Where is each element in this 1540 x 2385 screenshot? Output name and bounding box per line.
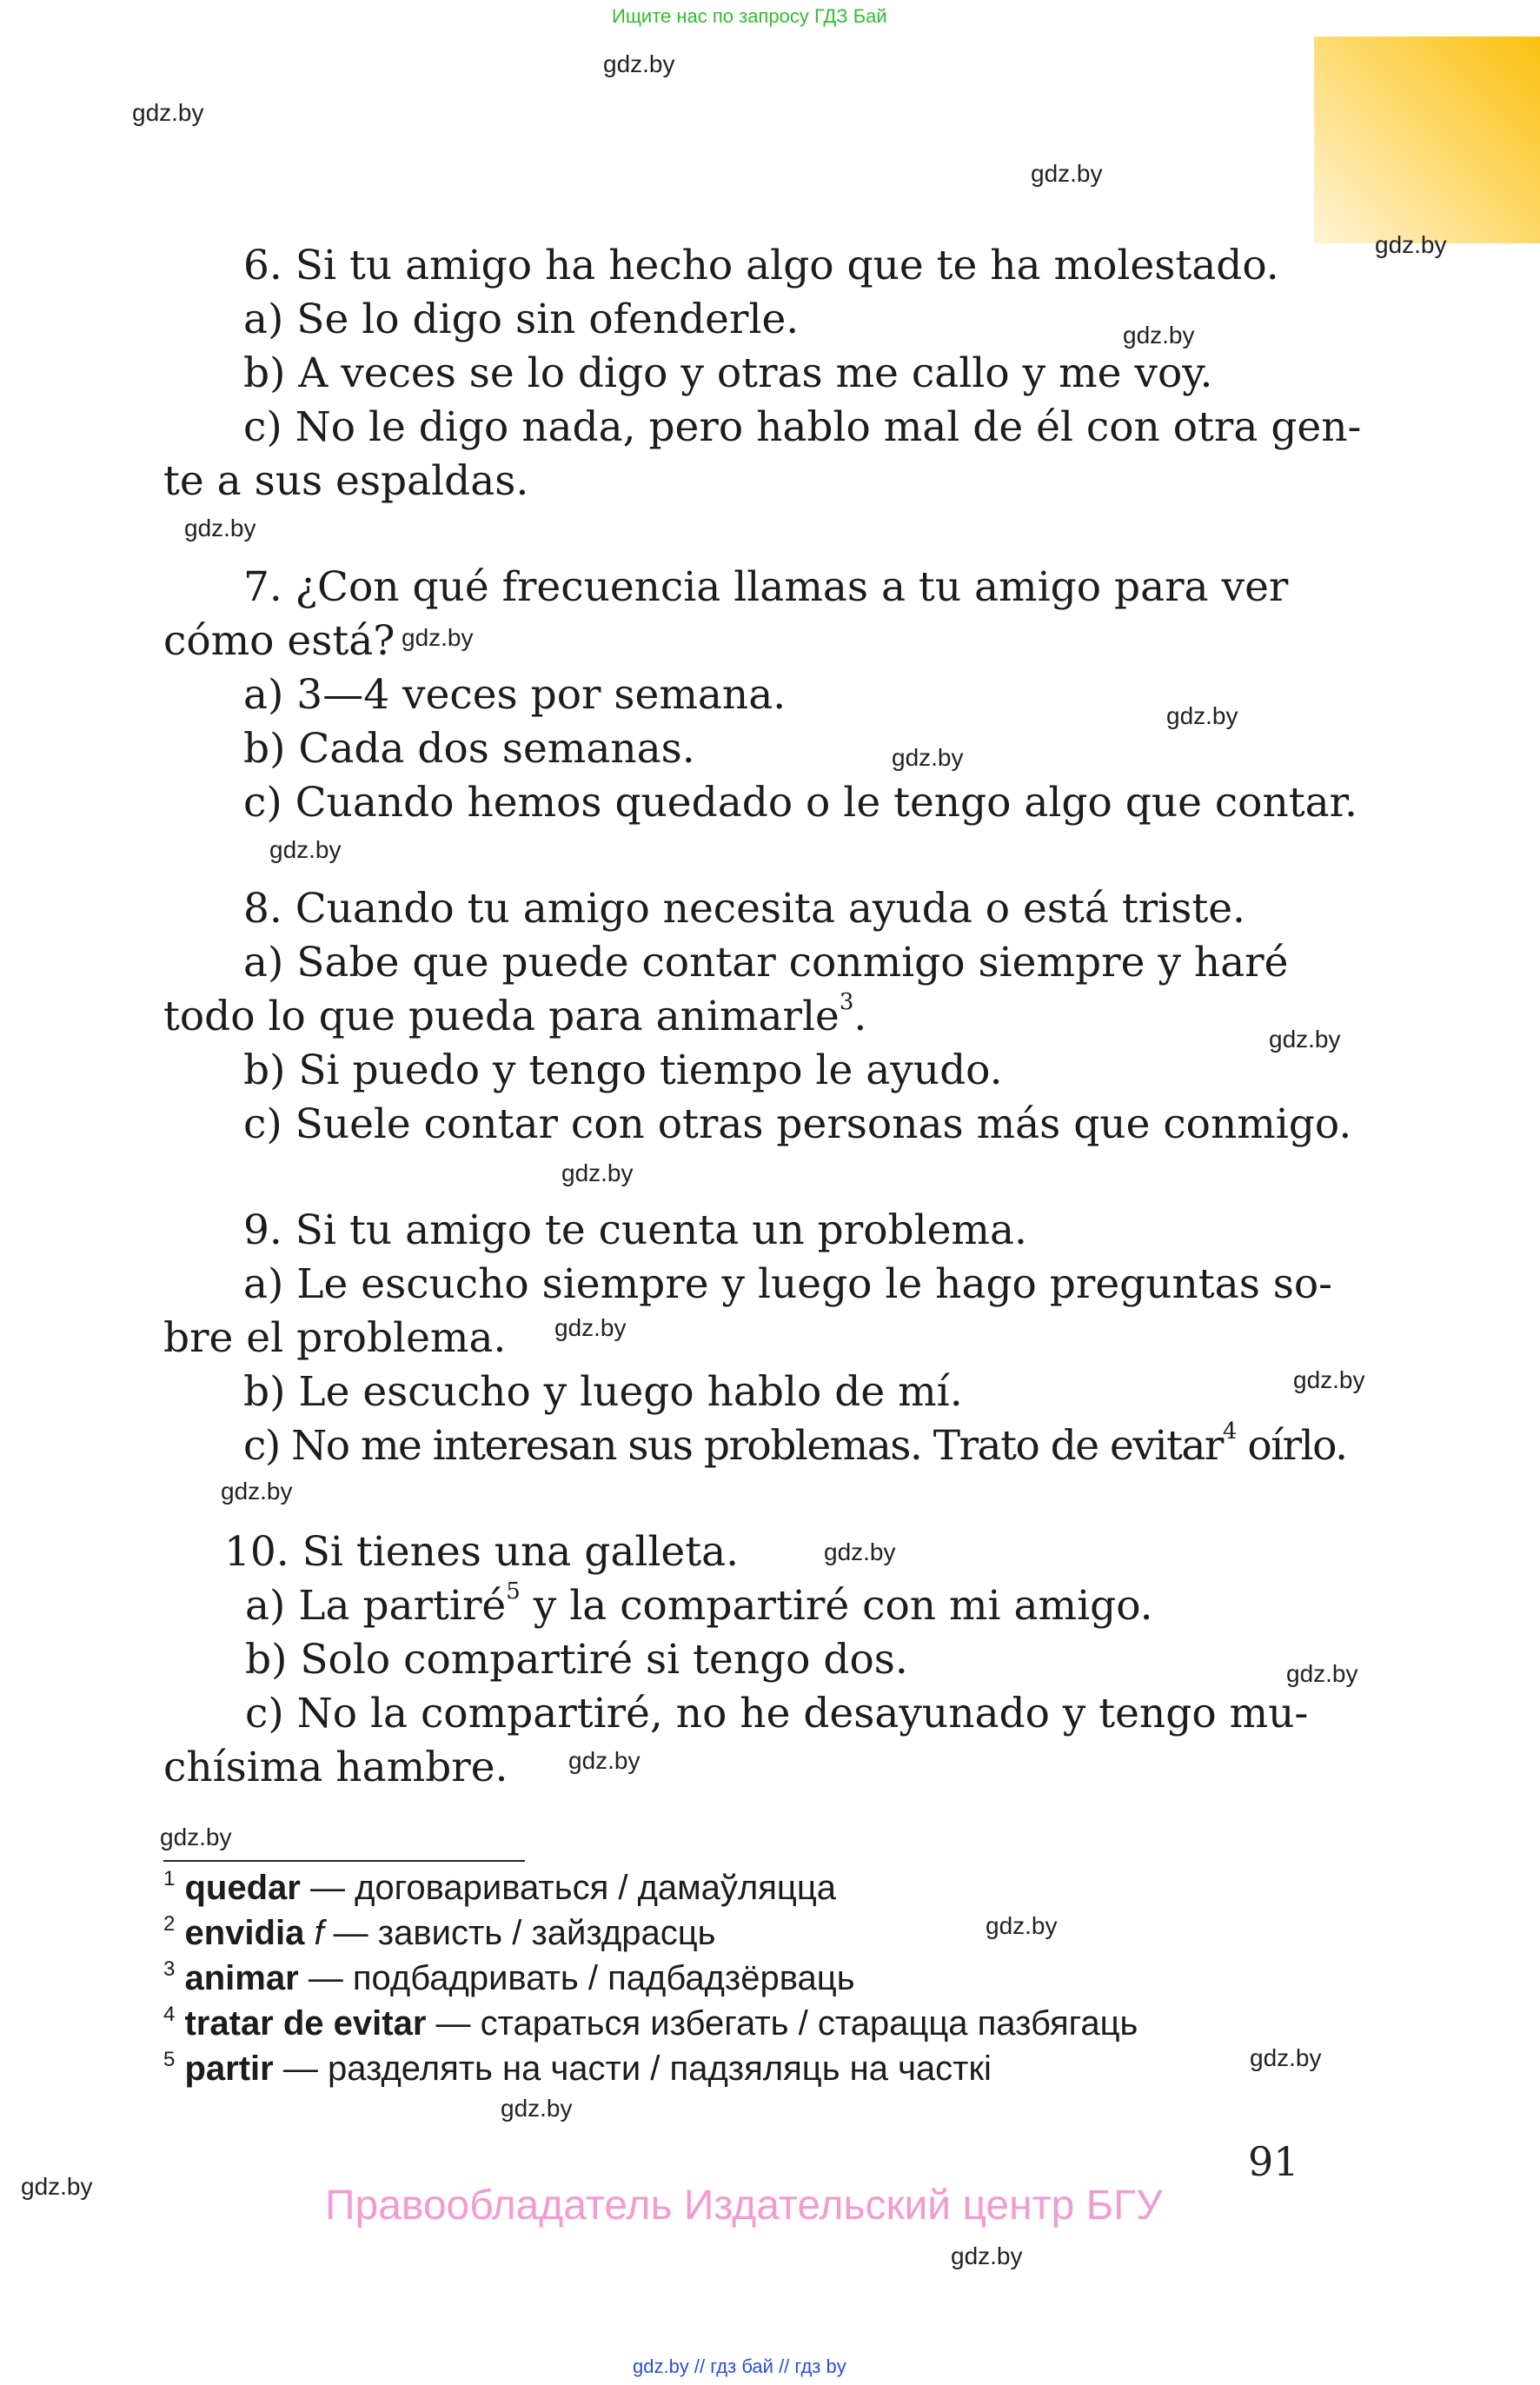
question-6-option-c: c) No le digo nada, pero hablo mal de él con otra gen- [243, 403, 1362, 451]
watermark: gdz.by [1031, 160, 1103, 187]
watermark: gdz.by [568, 1747, 641, 1774]
watermark: gdz.by [1123, 322, 1195, 349]
watermark: gdz.by [402, 624, 474, 651]
watermark: gdz.by [21, 2173, 93, 2200]
watermark: gdz.by [1269, 1026, 1341, 1053]
watermark: gdz.by [824, 1538, 896, 1565]
footnote-5: $^5$ partir — разделять на части / падзяляць на часткі [163, 2048, 992, 2088]
question-6-option-c-cont: te a sus espaldas. [163, 457, 529, 505]
watermark: gdz.by [603, 50, 675, 77]
watermark: gdz.by [269, 836, 342, 863]
question-10-option-a: a) La partiré$^5$ y la compartiré con mi amigo. [245, 1578, 1153, 1630]
watermark: gdz.by [1375, 231, 1447, 258]
watermark: gdz.by [160, 1824, 232, 1850]
watermark: gdz.by [1250, 2044, 1322, 2071]
watermark: gdz.by [892, 744, 964, 771]
question-7-option-c: c) Cuando hemos quedado o le tengo algo que contar. [243, 779, 1357, 827]
corner-decoration [1314, 37, 1540, 243]
question-8-option-c: c) Suele contar con otras personas más que conmigo. [243, 1100, 1352, 1148]
footnote-ref-5: 5 [506, 1578, 521, 1604]
footnote-ref-3: 3 [839, 989, 854, 1015]
question-10-option-b: b) Solo compartiré si tengo dos. [245, 1636, 908, 1684]
question-7-title-cont: cómo está? [163, 617, 395, 665]
question-6-title: 6. Si tu amigo ha hecho algo que te ha molestado. [243, 242, 1279, 289]
question-10-option-c-cont: chísima hambre. [163, 1744, 508, 1791]
footnote-1: $^1$ quedar — договариваться / дамаўляцца [163, 1867, 836, 1907]
watermark: gdz.by [1166, 702, 1238, 729]
watermark: gdz.by [132, 99, 204, 126]
question-7-option-b: b) Cada dos semanas. [243, 725, 695, 773]
watermark: gdz.by [1293, 1366, 1365, 1393]
question-9-option-a-cont: bre el problema. [163, 1314, 507, 1362]
top-search-link[interactable]: Ищите нас по запросу ГДЗ Бай [612, 5, 887, 27]
watermark: gdz.by [561, 1159, 634, 1186]
question-7-title: 7. ¿Con qué frecuencia llamas a tu amigo para ver [243, 563, 1289, 611]
watermark: gdz.by [951, 2242, 1023, 2269]
question-8-title: 8. Cuando tu amigo necesita ayuda o está triste. [243, 885, 1245, 933]
question-9-option-a: a) Le escucho siempre y luego le hago preguntas so- [243, 1260, 1333, 1308]
footnote-2: $^2$ envidia f — зависть / зайздрасць [163, 1912, 716, 1952]
watermark: gdz.by [184, 515, 256, 541]
question-8-option-a: a) Sabe que puede contar conmigo siempre y haré [243, 939, 1289, 987]
question-8-option-a-cont: todo lo que pueda para animarle$^3$. [163, 989, 867, 1040]
footnote-ref-4: 4 [1222, 1418, 1236, 1445]
watermark: gdz.by [221, 1478, 293, 1505]
question-8-option-b: b) Si puedo y tengo tiempo le ayudo. [243, 1046, 1003, 1094]
question-6-option-a: a) Se lo digo sin ofenderle. [243, 296, 800, 343]
question-10-title: 10. Si tienes una galleta. [224, 1528, 740, 1576]
page-number: 91 [1248, 2138, 1299, 2185]
question-6-option-b: b) A veces se lo digo y otras me callo y me voy. [243, 349, 1213, 397]
watermark: gdz.by [554, 1314, 627, 1341]
question-10-option-c: c) No la compartiré, no he desayunado y tengo mu- [245, 1690, 1309, 1737]
watermark: gdz.by [501, 2095, 573, 2122]
footnote-4: $^4$ tratar de evitar — стараться избегать / старацца пазбягаць [163, 2003, 1138, 2043]
watermark: gdz.by [1286, 1660, 1358, 1687]
watermark: gdz.by [986, 1912, 1058, 1939]
bottom-links[interactable]: gdz.by // гдз бай // гдз by [633, 2355, 846, 2377]
question-7-option-a: a) 3—4 veces por semana. [243, 671, 787, 719]
question-9-option-b: b) Le escucho y luego hablo de mí. [243, 1368, 963, 1416]
footnote-3: $^3$ animar — подбадривать / падбадзёрваць [163, 1957, 855, 1997]
copyright-owner: Правообладатель Издательский центр БГУ [325, 2182, 1163, 2229]
question-9-title: 9. Si tu amigo te cuenta un problema. [243, 1206, 1027, 1254]
question-9-option-c: c) No me interesan sus problemas. Trato de evitar$^4$ oírlo. [243, 1418, 1347, 1470]
footnote-divider [163, 1860, 525, 1862]
